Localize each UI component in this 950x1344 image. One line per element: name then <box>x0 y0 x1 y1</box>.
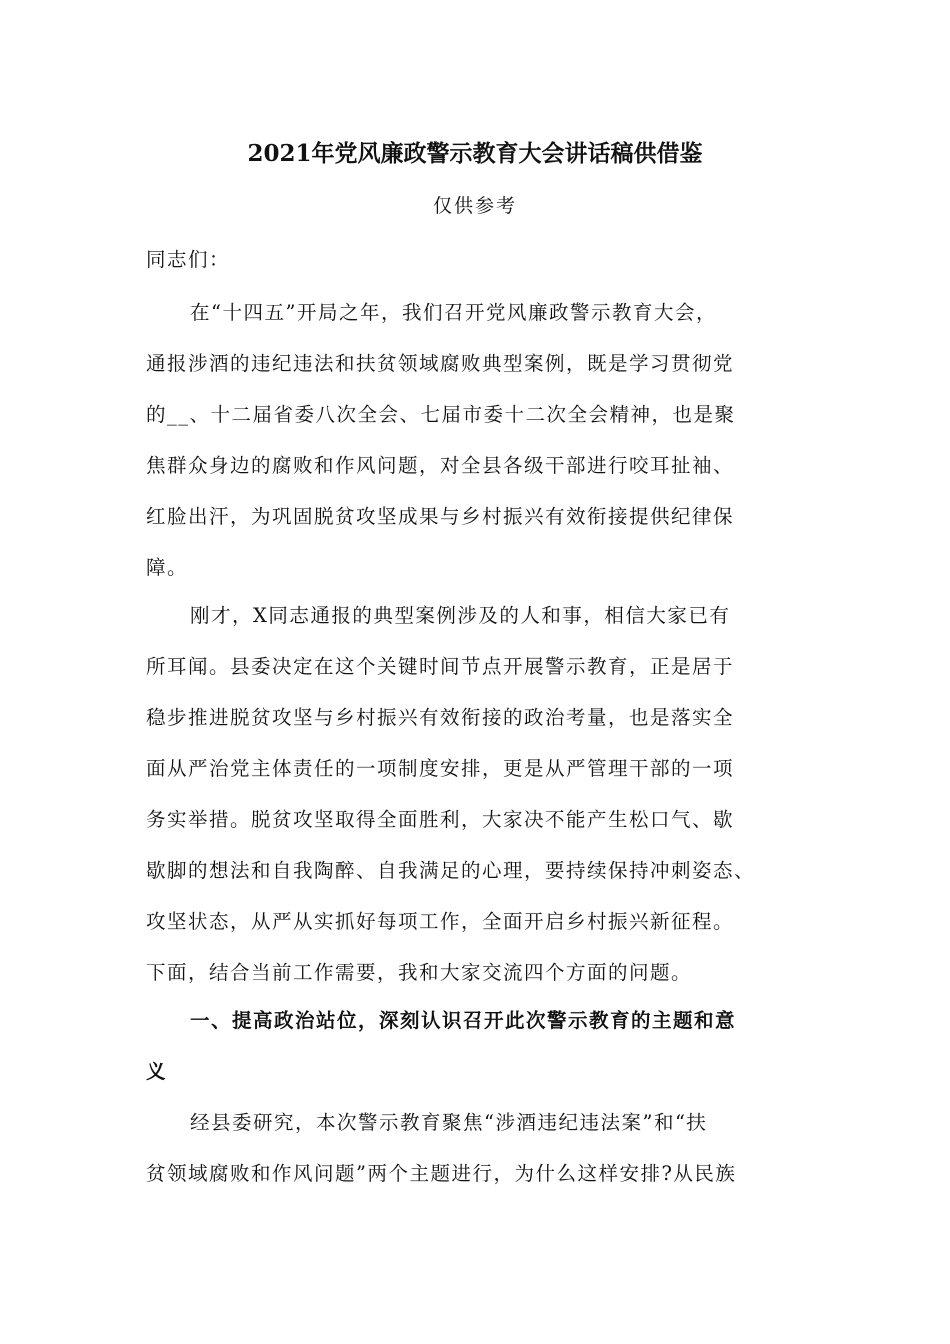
paragraph-2-line: 刚才，X同志通报的典型案例涉及的人和事，相信大家已有 <box>190 604 731 627</box>
paragraph-2 <box>146 590 826 998</box>
paragraph-2-line: 歇脚的想法和自我陶醉、自我满足的心理，要持续保持冲刺姿态、 <box>146 859 756 882</box>
section-heading-1-line: 义 <box>146 1060 168 1083</box>
paragraph-2-line: 下面，结合当前工作需要，我和大家交流四个方面的问题。 <box>146 961 693 984</box>
paragraph-3-line: 经县委研究，本次警示教育聚焦“涉酒违纪违法案”和“扶 <box>190 1111 708 1134</box>
document-title: 2021年党风廉政警示教育大会讲话稿供借鉴 <box>247 140 703 167</box>
section-heading-1-line: 一、提高政治站位，深刻认识召开此次警示教育的主题和意 <box>190 1009 737 1032</box>
salutation <box>146 234 826 285</box>
paragraph-2-line: 攻坚状态，从严从实抓好每项工作，全面开启乡村振兴新征程。 <box>146 910 735 933</box>
paragraph-1-line: 红脸出汗，为巩固脱贫攻坚成果与乡村振兴有效衔接提供纪律保 <box>146 505 735 528</box>
paragraph-2-line: 所耳闻。县委决定在这个关键时间节点开展警示教育，正是居于 <box>146 655 735 678</box>
paragraph-3 <box>146 1097 826 1199</box>
paragraph-1-line: 的__、十二届省委八次全会、七届市委十二次全会精神，也是聚 <box>146 403 736 426</box>
paragraph-1-line: 焦群众身边的腐败和作风问题，对全县各级干部进行咬耳扯袖、 <box>146 454 735 477</box>
paragraph-2-line: 务实举措。脱贫攻坚取得全面胜利，大家决不能产生松口气、歇 <box>146 808 735 831</box>
section-heading-1 <box>146 995 826 1097</box>
paragraph-3-line: 贫领域腐败和作风问题”两个主题进行，为什么这样安排?从民族 <box>146 1162 737 1185</box>
paragraph-1-line: 障。 <box>146 556 189 579</box>
document-subtitle: 仅供参考 <box>432 195 517 217</box>
paragraph-1 <box>146 287 826 593</box>
paragraph-1-line: 在“十四五”开局之年，我们召开党风廉政警示教育大会， <box>190 301 717 324</box>
paragraph-2-line: 稳步推进脱贫攻坚与乡村振兴有效衔接的政治考量，也是落实全 <box>146 706 735 729</box>
paragraph-1-line: 通报涉酒的违纪违法和扶贫领域腐败典型案例，既是学习贯彻党 <box>146 352 735 375</box>
paragraph-2-line: 面从严治党主体责任的一项制度安排，更是从严管理干部的一项 <box>146 757 735 780</box>
salutation-line: 同志们： <box>146 248 231 271</box>
